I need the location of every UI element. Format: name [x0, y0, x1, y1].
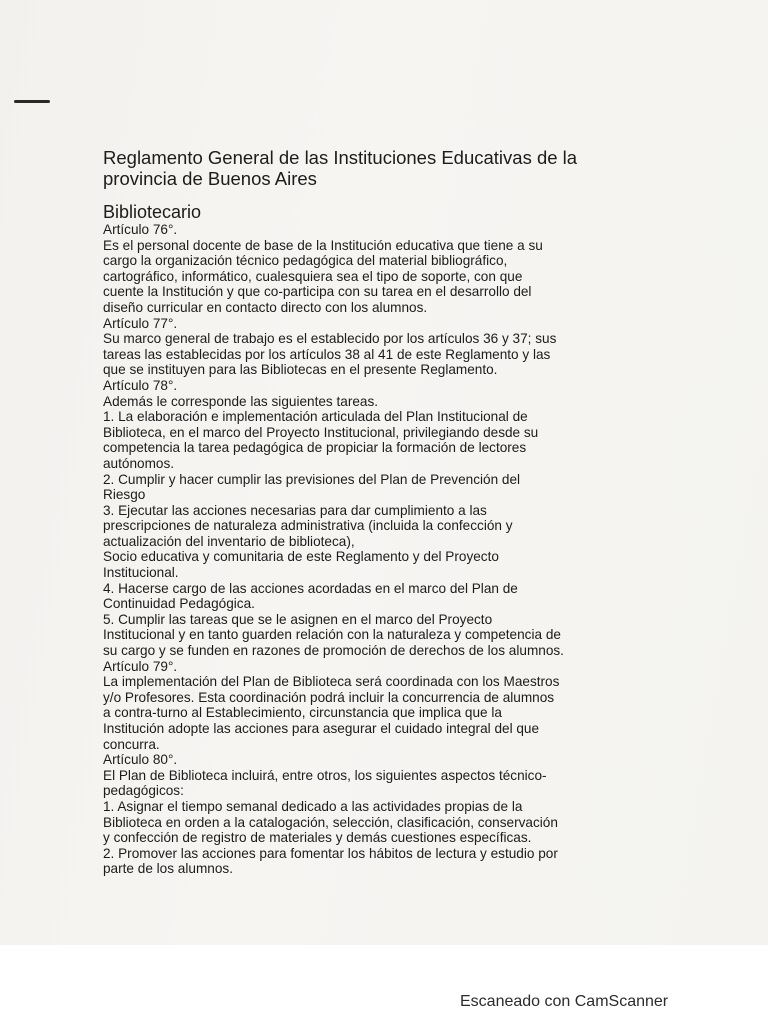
- body-line: Biblioteca, en el marco del Proyecto Institucional, privilegiando desde su: [103, 424, 539, 440]
- body-line: Artículo 80°.: [103, 752, 178, 768]
- body-line: actualización del inventario de biblioteca),: [103, 533, 355, 549]
- body-line: Artículo 78°.: [103, 377, 178, 393]
- body-line: 4. Hacerse cargo de las acciones acordadas en el marco del Plan de: [103, 580, 518, 596]
- body-line: Institucional.: [103, 565, 179, 581]
- body-line: cargo la organización técnico pedagógica del material bibliográfico,: [103, 253, 508, 269]
- body-line: y/o Profesores. Esta coordinación podrá incluir la concurrencia de alumnos: [103, 689, 555, 705]
- body-line: pedagógicos:: [103, 783, 184, 799]
- body-line: competencia la tarea pedagógica de propiciar la formación de lectores: [103, 440, 527, 456]
- body-line: Es el personal docente de base de la Institución educativa que tiene a su: [103, 237, 543, 253]
- body-line: Artículo 76°.: [103, 222, 178, 237]
- camscanner-watermark: Escaneado con CamScanner: [460, 993, 669, 1010]
- body-line: concurra.: [103, 736, 160, 752]
- body-line: Su marco general de trabajo es el establecido por los artículos 36 y 37; sus: [103, 331, 557, 347]
- body-line: a contra-turno al Establecimiento, circunstancia que implica que la: [103, 705, 502, 721]
- body-line: su cargo y se funden en razones de promoción de derechos de los alumnos.: [103, 643, 564, 659]
- title-line: provincia de Buenos Aires: [103, 168, 317, 189]
- body-line: Institución adopte las acciones para asegurar el cuidado integral del que: [103, 721, 540, 736]
- body-line: Artículo 77°.: [103, 315, 178, 331]
- body-line: Continuidad Pedagógica.: [103, 596, 255, 612]
- body-line: El Plan de Biblioteca incluirá, entre otros, los siguientes aspectos técnico-: [103, 767, 547, 783]
- body-line: cuente la Institución y que co-participa con su tarea en el desarrollo del: [103, 284, 532, 300]
- body-line: Artículo 79°.: [103, 658, 178, 674]
- body-line: Riesgo: [103, 487, 146, 503]
- body-line: parte de los alumnos.: [103, 861, 233, 877]
- document-content: [103, 147, 663, 877]
- body-line: prescripciones de naturaleza administrativa (incluida la confección y: [103, 518, 513, 534]
- body-line: 5. Cumplir las tareas que se le asignen en el marco del Proyecto: [103, 611, 493, 627]
- body-line: cartográfico, informático, cualesquiera sea el tipo de soporte, con que: [103, 268, 523, 284]
- body-line: 2. Promover las acciones para fomentar los hábitos de lectura y estudio por: [103, 845, 558, 861]
- body-line: Institucional y en tanto guarden relación con la naturaleza y competencia de: [103, 627, 561, 643]
- page-edge-mark: [14, 100, 50, 103]
- document-title: [103, 147, 663, 189]
- document-body: [103, 222, 663, 877]
- body-line: que se instituyen para las Bibliotecas en el presente Reglamento.: [103, 362, 498, 378]
- body-line: autónomos.: [103, 455, 175, 471]
- body-line: La implementación del Plan de Biblioteca será coordinada con los Maestros: [103, 674, 560, 690]
- body-line: Socio educativa y comunitaria de este Reglamento y del Proyecto: [103, 549, 499, 565]
- title-line: Reglamento General de las Instituciones Educativas de la: [103, 147, 578, 168]
- body-line: 1. Asignar el tiempo semanal dedicado a las actividades propias de la: [103, 798, 523, 814]
- body-line: diseño curricular en contacto directo con los alumnos.: [103, 299, 428, 315]
- section-title: Bibliotecario: [103, 202, 202, 222]
- body-line: y confección de registro de materiales y demás cuestiones específicas.: [103, 830, 532, 846]
- body-line: 3. Ejecutar las acciones necesarias para dar cumplimiento a las: [103, 502, 487, 518]
- body-line: 2. Cumplir y hacer cumplir las previsiones del Plan de Prevención del: [103, 471, 521, 487]
- body-line: tareas las establecidas por los artículos 38 al 41 de este Reglamento y las: [103, 346, 551, 362]
- body-line: 1. La elaboración e implementación articulada del Plan Institucional de: [103, 409, 528, 425]
- body-line: Además le corresponde las siguientes tareas.: [103, 393, 379, 409]
- body-line: Biblioteca en orden a la catalogación, selección, clasificación, conservación: [103, 814, 558, 830]
